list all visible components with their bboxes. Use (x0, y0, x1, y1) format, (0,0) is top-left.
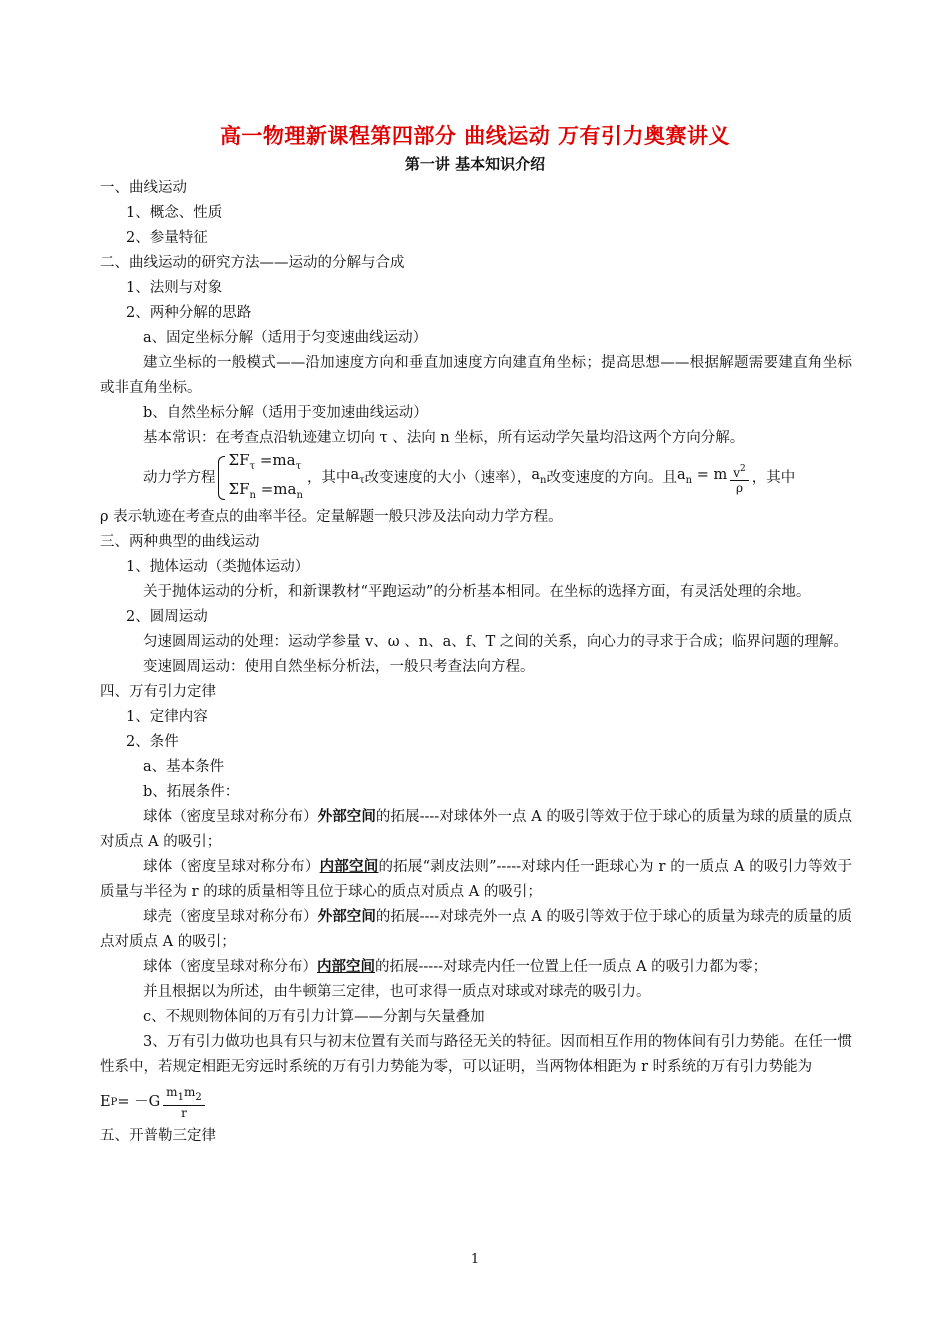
subsection-item: 2、两种分解的思路 (126, 305, 252, 321)
section-heading: 二、曲线运动的研究方法——运动的分解与合成 (100, 255, 405, 271)
subsection-item: 2、参量特征 (126, 230, 208, 246)
subsection-item: 2、条件 (126, 734, 179, 750)
subsection-item: 1、抛体运动（类抛体运动） (126, 559, 310, 575)
extension-paragraph: 球体（密度呈球对称分布）内部空间的拓展-----对球壳内任一位置上任一质点 A 的吸引力都为零； (143, 959, 768, 975)
section-heading: 一、曲线运动 (100, 180, 187, 196)
paragraph: ρ 表示轨迹在考查点的曲率半径。定量解题一般只涉及法向动力学方程。 (100, 509, 563, 525)
sub-item: b、自然坐标分解（适用于变加速曲线运动） (143, 405, 428, 421)
section-heading: 三、两种典型的曲线运动 (100, 534, 260, 550)
equation-system (218, 449, 303, 507)
extension-paragraph: 球壳（密度呈球对称分布）外部空间的拓展----对球壳外一点 A 的吸引等效于位于球心的质量为球壳的质量的质点对质点 A 的吸引； (100, 909, 853, 950)
symbol-a-n: $a_n$ (531, 467, 547, 486)
sub-item: a、基本条件 (143, 759, 225, 775)
fraction-m1m2-r: $\frac{m_1m_2}{r}$ (163, 1085, 205, 1120)
text-fragment: ，其中 (306, 469, 351, 486)
document-body (100, 176, 852, 1149)
sub-item: a、固定坐标分解（适用于匀变速曲线运动） (143, 330, 428, 346)
section-heading: 五、开普勒三定律 (100, 1128, 216, 1144)
paragraph: 3、万有引力做功也具有只与初末位置有关而与路径无关的特征。因而相互作用的物体间有引力势能。在任一惯性系中，若规定相距无穷远时系统的万有引力势能为零，可以证明，当两物体相距为 r 时系统的万有引力势能为 (100, 1034, 852, 1075)
paragraph: 变速圆周运动：使用自然坐标分析法，一般只考查法向方程。 (143, 659, 535, 675)
paragraph: 建立坐标的一般模式——沿加速度方向和垂直加速度方向建直角坐标；提高思想——根据解题需要建直角坐标或非直角坐标。 (100, 355, 852, 396)
extension-paragraph: 球体（密度呈球对称分布）内部空间的拓展“剥皮法则”-----对球内任一距球心为 r 的一质点 A 的吸引力等效于质量与半径为 r 的球的质量相等且位于球心的质点对质点 A 的吸引； (100, 859, 853, 900)
section-heading: 四、万有引力定律 (100, 684, 216, 700)
extension-paragraph: 球体（密度呈球对称分布）外部空间的拓展----对球体外一点 A 的吸引等效于位于球心的质量为球的质量的质点对质点 A 的吸引； (100, 809, 853, 850)
equation-tangential: $\Sigma F_\tau =ma_\tau$ (228, 451, 302, 472)
sub-item: b、拓展条件： (143, 784, 240, 800)
dynamics-equation-line (100, 451, 852, 505)
paragraph: 并且根据以为所述，由牛顿第三定律，也可求得一质点对球或对球壳的吸引力。 (143, 984, 651, 1000)
text-fragment: ，其中 (751, 469, 796, 486)
brace-icon (218, 456, 225, 500)
equation-normal: $\Sigma F_n =ma_n$ (228, 480, 303, 501)
text-fragment: 改变速度的大小（速率）， (364, 469, 532, 486)
subsection-item: 2、圆周运动 (126, 609, 208, 625)
potential-energy-formula: E P = －G $\frac{m_1m_2}{r}$ (100, 1080, 852, 1124)
paragraph: 匀速圆周运动的处理：运动学参量 v、ω 、n、a、f、T 之间的关系，向心力的寻求于合成；临界问题的理解。 (143, 634, 848, 650)
subsection-item: 1、定律内容 (126, 709, 208, 725)
sub-item: c、不规则物体间的万有引力计算——分割与矢量叠加 (143, 1009, 485, 1025)
page-title: 高一物理新课程第四部分 曲线运动 万有引力奥赛讲义 (219, 124, 731, 148)
lecture-subtitle: 第一讲 基本知识介绍 (404, 155, 546, 173)
subsection-item: 1、法则与对象 (126, 280, 223, 296)
symbol-a-tau: $a_\tau$ (350, 467, 365, 486)
fraction-v2-rho: $\frac{v^2}{\rho}$ (730, 462, 749, 495)
paragraph: 基本常识：在考查点沿轨迹建立切向 τ 、法向 n 坐标，所有运动学矢量均沿这两个方向分解。 (143, 430, 745, 446)
page-number: 1 (470, 1252, 480, 1267)
centripetal-formula: $a_n = m$ (677, 467, 728, 486)
dynamics-label: 动力学方程 (143, 469, 216, 486)
subsection-item: 1、概念、性质 (126, 205, 223, 221)
text-fragment: 改变速度的方向。且 (546, 469, 677, 486)
paragraph: 关于抛体运动的分析，和新课教材“平跑运动”的分析基本相同。在坐标的选择方面，有灵活处理的余地。 (143, 584, 811, 600)
